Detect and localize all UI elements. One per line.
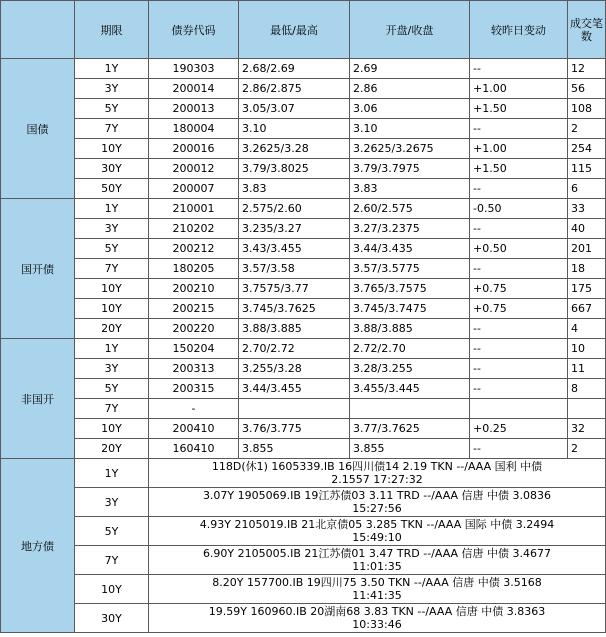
- cell-local-detail: [149, 459, 606, 488]
- cell-open-close: 3.83: [350, 179, 470, 199]
- cell-low-high: 3.7575/3.77: [239, 279, 350, 299]
- header-change: 较昨日变动: [470, 1, 568, 59]
- cell-change: +0.50: [470, 239, 568, 259]
- table-row: [1, 179, 606, 199]
- table-row: [1, 604, 606, 633]
- cell-term: 30Y: [75, 604, 149, 633]
- detail-line-2: 15:27:56: [352, 502, 402, 515]
- cell-term: 1Y: [75, 199, 149, 219]
- cell-term: 5Y: [75, 517, 149, 546]
- cell-count: 115: [568, 159, 606, 179]
- cell-term: 7Y: [75, 259, 149, 279]
- cell-term: 7Y: [75, 546, 149, 575]
- cell-change: +1.00: [470, 79, 568, 99]
- cell-code: 200315: [149, 379, 239, 399]
- table-row: [1, 399, 606, 419]
- cell-code: 200212: [149, 239, 239, 259]
- table-row: [1, 459, 606, 488]
- cell-count: 254: [568, 139, 606, 159]
- cell-open-close: 3.57/3.5775: [350, 259, 470, 279]
- table-row: [1, 239, 606, 259]
- cell-open-close: 3.77/3.7625: [350, 419, 470, 439]
- cell-open-close: 3.06: [350, 99, 470, 119]
- cell-term: 10Y: [75, 139, 149, 159]
- cell-low-high: 3.255/3.28: [239, 359, 350, 379]
- cell-count: 2: [568, 119, 606, 139]
- cell-open-close: 3.28/3.255: [350, 359, 470, 379]
- cell-term: 5Y: [75, 379, 149, 399]
- cell-local-detail: [149, 575, 606, 604]
- cell-count: 175: [568, 279, 606, 299]
- cell-code: 200215: [149, 299, 239, 319]
- cell-code: 200016: [149, 139, 239, 159]
- cell-change: +1.50: [470, 159, 568, 179]
- cell-count: 12: [568, 59, 606, 79]
- header-group-blank: [1, 1, 75, 59]
- cell-term: 5Y: [75, 99, 149, 119]
- cell-low-high: 3.235/3.27: [239, 219, 350, 239]
- cell-term: 10Y: [75, 299, 149, 319]
- cell-count: 201: [568, 239, 606, 259]
- cell-open-close: 3.27/3.2375: [350, 219, 470, 239]
- detail-line-2: 2.1557 17:27:32: [331, 473, 423, 486]
- detail-line-1: 19.59Y 160960.IB 20湖南68 3.83 TKN --/AAA 信唐 中债 3.8363: [208, 605, 546, 618]
- cell-code: 190303: [149, 59, 239, 79]
- cell-term: 30Y: [75, 159, 149, 179]
- cell-change: --: [470, 59, 568, 79]
- detail-line-2: 11:41:35: [352, 589, 402, 602]
- table-row: [1, 259, 606, 279]
- cell-count: 33: [568, 199, 606, 219]
- cell-change: +1.00: [470, 139, 568, 159]
- cell-count: 667: [568, 299, 606, 319]
- cell-term: 3Y: [75, 488, 149, 517]
- cell-count: 10: [568, 339, 606, 359]
- table-row: [1, 319, 606, 339]
- table-row: [1, 339, 606, 359]
- group-label: 非国开: [1, 339, 75, 459]
- table-row: [1, 517, 606, 546]
- cell-term: 3Y: [75, 359, 149, 379]
- cell-open-close: 3.745/3.7475: [350, 299, 470, 319]
- detail-line-1: 8.20Y 157700.IB 19四川75 3.50 TKN --/AAA 信唐 中债 3.5168: [212, 576, 542, 589]
- cell-low-high: 3.76/3.775: [239, 419, 350, 439]
- cell-low-high: 3.855: [239, 439, 350, 459]
- cell-count: 32: [568, 419, 606, 439]
- cell-open-close: 3.455/3.445: [350, 379, 470, 399]
- cell-low-high: 3.57/3.58: [239, 259, 350, 279]
- cell-code: 150204: [149, 339, 239, 359]
- cell-code: 200007: [149, 179, 239, 199]
- cell-code: 200210: [149, 279, 239, 299]
- cell-open-close: 3.765/3.7575: [350, 279, 470, 299]
- cell-term: 20Y: [75, 319, 149, 339]
- table-row: [1, 79, 606, 99]
- cell-change: --: [470, 319, 568, 339]
- cell-change: --: [470, 359, 568, 379]
- detail-line-1: 4.93Y 2105019.IB 21北京债05 3.285 TKN --/AAA 国际 中债 3.2494: [199, 518, 555, 531]
- cell-count: 2: [568, 439, 606, 459]
- cell-term: 3Y: [75, 79, 149, 99]
- cell-term: 10Y: [75, 575, 149, 604]
- header-low-high: 最低/最高: [239, 1, 350, 59]
- header-term: 期限: [75, 1, 149, 59]
- cell-change: [470, 399, 568, 419]
- cell-change: --: [470, 439, 568, 459]
- cell-low-high: 3.2625/3.28: [239, 139, 350, 159]
- cell-change: +0.75: [470, 279, 568, 299]
- cell-open-close: 2.69: [350, 59, 470, 79]
- detail-line-2: 10:33:46: [352, 618, 402, 631]
- table-row: [1, 488, 606, 517]
- cell-open-close: [350, 399, 470, 419]
- cell-count: 18: [568, 259, 606, 279]
- cell-code: 180205: [149, 259, 239, 279]
- group-label: 国债: [1, 59, 75, 199]
- cell-change: +0.25: [470, 419, 568, 439]
- cell-code: 200012: [149, 159, 239, 179]
- group-label: 地方债: [1, 459, 75, 633]
- cell-code: 210001: [149, 199, 239, 219]
- cell-local-detail: [149, 488, 606, 517]
- cell-term: 1Y: [75, 339, 149, 359]
- cell-term: 1Y: [75, 59, 149, 79]
- table-row: [1, 159, 606, 179]
- cell-open-close: 3.2625/3.2675: [350, 139, 470, 159]
- cell-open-close: 3.44/3.435: [350, 239, 470, 259]
- table-body: [1, 59, 606, 633]
- cell-open-close: 3.79/3.7975: [350, 159, 470, 179]
- table-row: [1, 219, 606, 239]
- detail-line-1: 118D(休1) 1605339.IB 16四川债14 2.19 TKN --/AAA 国利 中债: [211, 460, 543, 473]
- table-row: [1, 119, 606, 139]
- cell-count: [568, 399, 606, 419]
- table-row: [1, 419, 606, 439]
- table-row: [1, 299, 606, 319]
- header-count: 成交笔数: [568, 1, 606, 59]
- cell-low-high: 2.86/2.875: [239, 79, 350, 99]
- cell-open-close: 3.855: [350, 439, 470, 459]
- cell-low-high: 3.43/3.455: [239, 239, 350, 259]
- table-row: [1, 99, 606, 119]
- cell-low-high: 3.79/3.8025: [239, 159, 350, 179]
- cell-local-detail: [149, 546, 606, 575]
- detail-line-1: 3.07Y 1905069.IB 19江苏债03 3.11 TRD --/AAA 信唐 中债 3.0836: [202, 489, 552, 502]
- cell-code: 200410: [149, 419, 239, 439]
- header-row: [1, 1, 606, 59]
- table-row: [1, 439, 606, 459]
- cell-change: --: [470, 119, 568, 139]
- cell-change: -0.50: [470, 199, 568, 219]
- cell-term: 10Y: [75, 419, 149, 439]
- cell-code: 210202: [149, 219, 239, 239]
- cell-low-high: 2.575/2.60: [239, 199, 350, 219]
- cell-code: 200313: [149, 359, 239, 379]
- table-row: [1, 546, 606, 575]
- cell-count: 11: [568, 359, 606, 379]
- cell-change: --: [470, 259, 568, 279]
- cell-change: +1.50: [470, 99, 568, 119]
- cell-low-high: 3.745/3.7625: [239, 299, 350, 319]
- cell-code: 200013: [149, 99, 239, 119]
- cell-count: 40: [568, 219, 606, 239]
- cell-local-detail: [149, 604, 606, 633]
- cell-local-detail: [149, 517, 606, 546]
- cell-change: --: [470, 339, 568, 359]
- detail-line-2: 15:49:10: [352, 531, 402, 544]
- table-row: [1, 59, 606, 79]
- cell-term: 7Y: [75, 399, 149, 419]
- group-label: 国开债: [1, 199, 75, 339]
- cell-code: 200220: [149, 319, 239, 339]
- cell-change: --: [470, 379, 568, 399]
- header-code: 债券代码: [149, 1, 239, 59]
- cell-low-high: 3.05/3.07: [239, 99, 350, 119]
- cell-count: 8: [568, 379, 606, 399]
- cell-change: --: [470, 179, 568, 199]
- cell-code: 200014: [149, 79, 239, 99]
- cell-count: 6: [568, 179, 606, 199]
- cell-open-close: 3.88/3.885: [350, 319, 470, 339]
- cell-open-close: 3.10: [350, 119, 470, 139]
- cell-change: --: [470, 219, 568, 239]
- cell-change: +0.75: [470, 299, 568, 319]
- cell-low-high: 3.83: [239, 179, 350, 199]
- header-open-close: 开盘/收盘: [350, 1, 470, 59]
- table-row: [1, 359, 606, 379]
- cell-open-close: 2.72/2.70: [350, 339, 470, 359]
- cell-term: 3Y: [75, 219, 149, 239]
- table-row: [1, 575, 606, 604]
- cell-open-close: 2.86: [350, 79, 470, 99]
- table-row: [1, 199, 606, 219]
- cell-term: 20Y: [75, 439, 149, 459]
- table-row: [1, 279, 606, 299]
- table-row: [1, 379, 606, 399]
- cell-open-close: 2.60/2.575: [350, 199, 470, 219]
- cell-count: 56: [568, 79, 606, 99]
- detail-line-1: 6.90Y 2105005.IB 21江苏债01 3.47 TRD --/AAA 信唐 中债 3.4677: [202, 547, 552, 560]
- cell-term: 10Y: [75, 279, 149, 299]
- table-row: [1, 139, 606, 159]
- cell-low-high: [239, 399, 350, 419]
- cell-term: 1Y: [75, 459, 149, 488]
- detail-line-2: 11:01:35: [352, 560, 402, 573]
- cell-code: 180004: [149, 119, 239, 139]
- cell-term: 7Y: [75, 119, 149, 139]
- cell-low-high: 2.70/2.72: [239, 339, 350, 359]
- cell-count: 108: [568, 99, 606, 119]
- cell-code: 160410: [149, 439, 239, 459]
- cell-count: 4: [568, 319, 606, 339]
- cell-low-high: 3.88/3.885: [239, 319, 350, 339]
- cell-low-high: 3.44/3.455: [239, 379, 350, 399]
- cell-term: 50Y: [75, 179, 149, 199]
- cell-low-high: 3.10: [239, 119, 350, 139]
- cell-low-high: 2.68/2.69: [239, 59, 350, 79]
- cell-term: 5Y: [75, 239, 149, 259]
- cell-code: -: [149, 399, 239, 419]
